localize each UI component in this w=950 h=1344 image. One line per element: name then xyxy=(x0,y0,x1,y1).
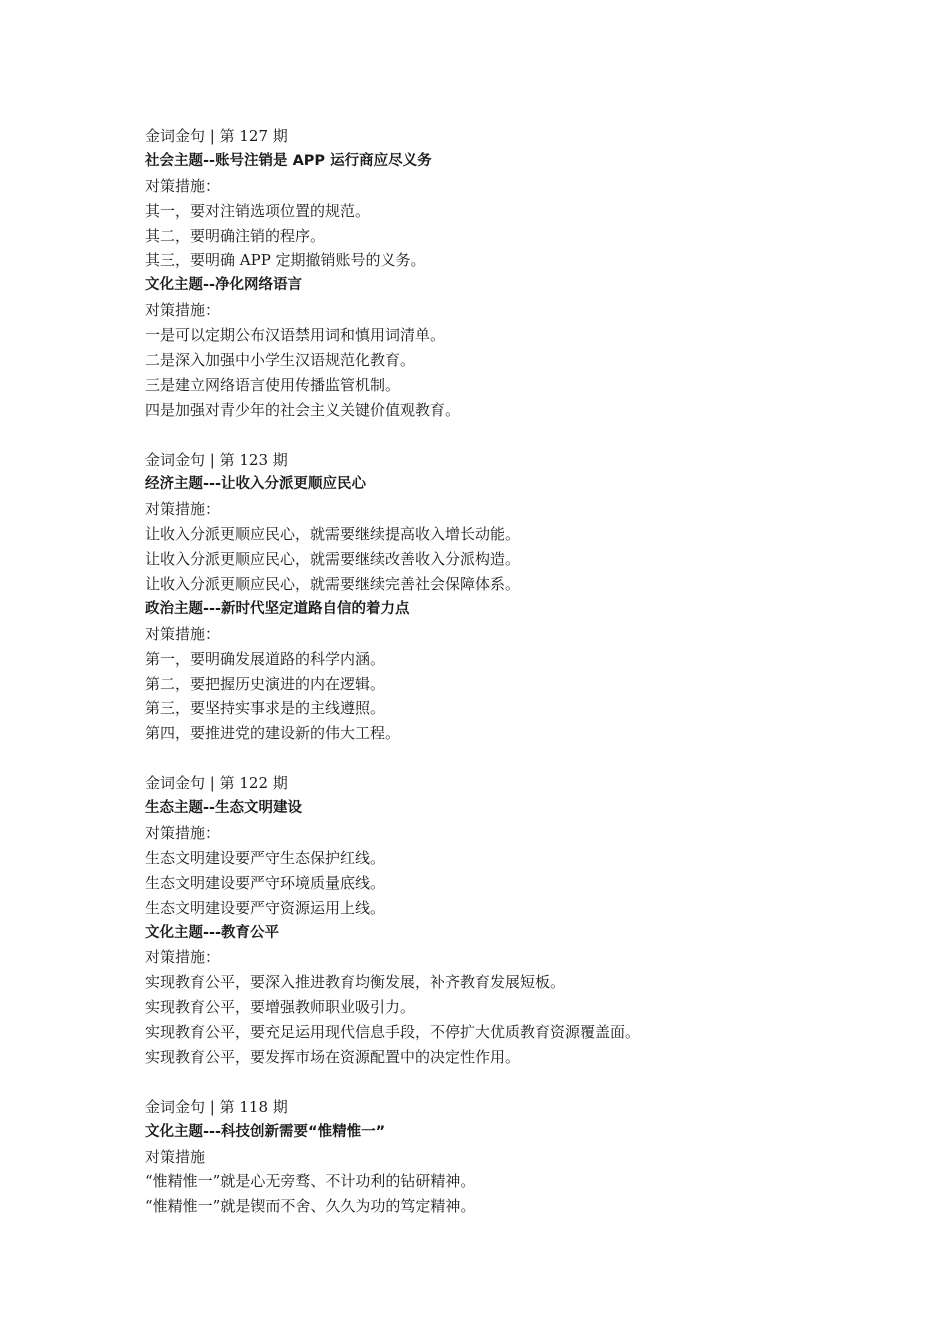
measure-item: 实现教育公平，要增强教师职业吸引力。 xyxy=(145,998,416,1017)
measure-item: 四是加强对青少年的社会主义关键价值观教育。 xyxy=(145,400,461,419)
issue-section xyxy=(145,448,865,747)
issue-heading: 金词金句 | 第 122 期 xyxy=(145,774,288,793)
measure-item: 生态文明建设要严守生态保护红线。 xyxy=(145,848,386,867)
measure-item: “惟精惟一”就是心无旁骛、不计功利的钻研精神。 xyxy=(145,1172,476,1191)
measure-item: “惟精惟一”就是锲而不舍、久久为功的笃定精神。 xyxy=(145,1197,476,1216)
measure-item: 其一，要对注销选项位置的规范。 xyxy=(145,201,371,220)
measures-label: 对策措施： xyxy=(145,301,221,320)
measure-item: 第四，要推进党的建设新的伟大工程。 xyxy=(145,724,401,743)
theme-title: 政治主题---新时代坚定道路自信的着力点 xyxy=(145,600,410,617)
issue-heading: 金词金句 | 第 127 期 xyxy=(145,127,288,145)
measure-item: 一是可以定期公布汉语禁用词和慎用词清单。 xyxy=(145,326,446,345)
measure-item: 其二，要明确注销的程序。 xyxy=(145,226,326,245)
measure-item: 二是深入加强中小学生汉语规范化教育。 xyxy=(145,351,416,370)
measure-item: 第二，要把握历史演进的内在逻辑。 xyxy=(145,674,386,693)
measures-label: 对策措施： xyxy=(145,624,221,643)
measure-item: 实现教育公平，要充足运用现代信息手段，不停扩大优质教育资源覆盖面。 xyxy=(145,1023,641,1042)
measure-item: 实现教育公平，要发挥市场在资源配置中的决定性作用。 xyxy=(145,1047,521,1066)
measure-item: 其三，要明确 APP 定期撤销账号的义务。 xyxy=(145,251,426,270)
theme-title: 经济主题---让收入分派更顺应民心 xyxy=(145,476,367,493)
measure-item: 第三，要坚持实事求是的主线遵照。 xyxy=(145,699,386,718)
measures-label: 对策措施 xyxy=(145,1147,206,1166)
measures-label: 对策措施： xyxy=(145,500,221,519)
measure-item: 生态文明建设要严守资源运用上线。 xyxy=(145,898,386,917)
measures-label: 对策措施： xyxy=(145,823,221,842)
theme-title: 文化主题---科技创新需要“惟精惟一” xyxy=(145,1123,386,1140)
measures-label: 对策措施： xyxy=(145,176,221,195)
theme-title: 文化主题--净化网络语言 xyxy=(145,277,303,294)
measure-item: 让收入分派更顺应民心，就需要继续改善收入分派构造。 xyxy=(145,550,521,569)
document-body xyxy=(145,124,865,1219)
issue-section xyxy=(145,124,865,423)
theme-title: 文化主题---教育公平 xyxy=(145,924,280,941)
theme-title: 生态主题--生态文明建设 xyxy=(145,800,303,817)
measures-label: 对策措施： xyxy=(145,948,221,967)
blank-line xyxy=(145,423,865,448)
issue-heading: 金词金句 | 第 123 期 xyxy=(145,450,288,469)
measure-item: 让收入分派更顺应民心，就需要继续提高收入增长动能。 xyxy=(145,525,521,544)
theme-title: 社会主题--账号注销是 APP 运行商应尽义务 xyxy=(145,152,432,169)
blank-line xyxy=(145,746,865,771)
measure-item: 第一，要明确发展道路的科学内涵。 xyxy=(145,649,386,668)
measure-item: 生态文明建设要严守环境质量底线。 xyxy=(145,873,386,892)
measure-item: 三是建立网络语言使用传播监管机制。 xyxy=(145,375,401,394)
issue-section xyxy=(145,1095,865,1219)
blank-line xyxy=(145,1070,865,1095)
measure-item: 让收入分派更顺应民心，就需要继续完善社会保障体系。 xyxy=(145,575,521,594)
measure-item: 实现教育公平，要深入推进教育均衡发展，补齐教育发展短板。 xyxy=(145,973,566,992)
issue-heading: 金词金句 | 第 118 期 xyxy=(145,1097,288,1116)
issue-section xyxy=(145,771,865,1070)
